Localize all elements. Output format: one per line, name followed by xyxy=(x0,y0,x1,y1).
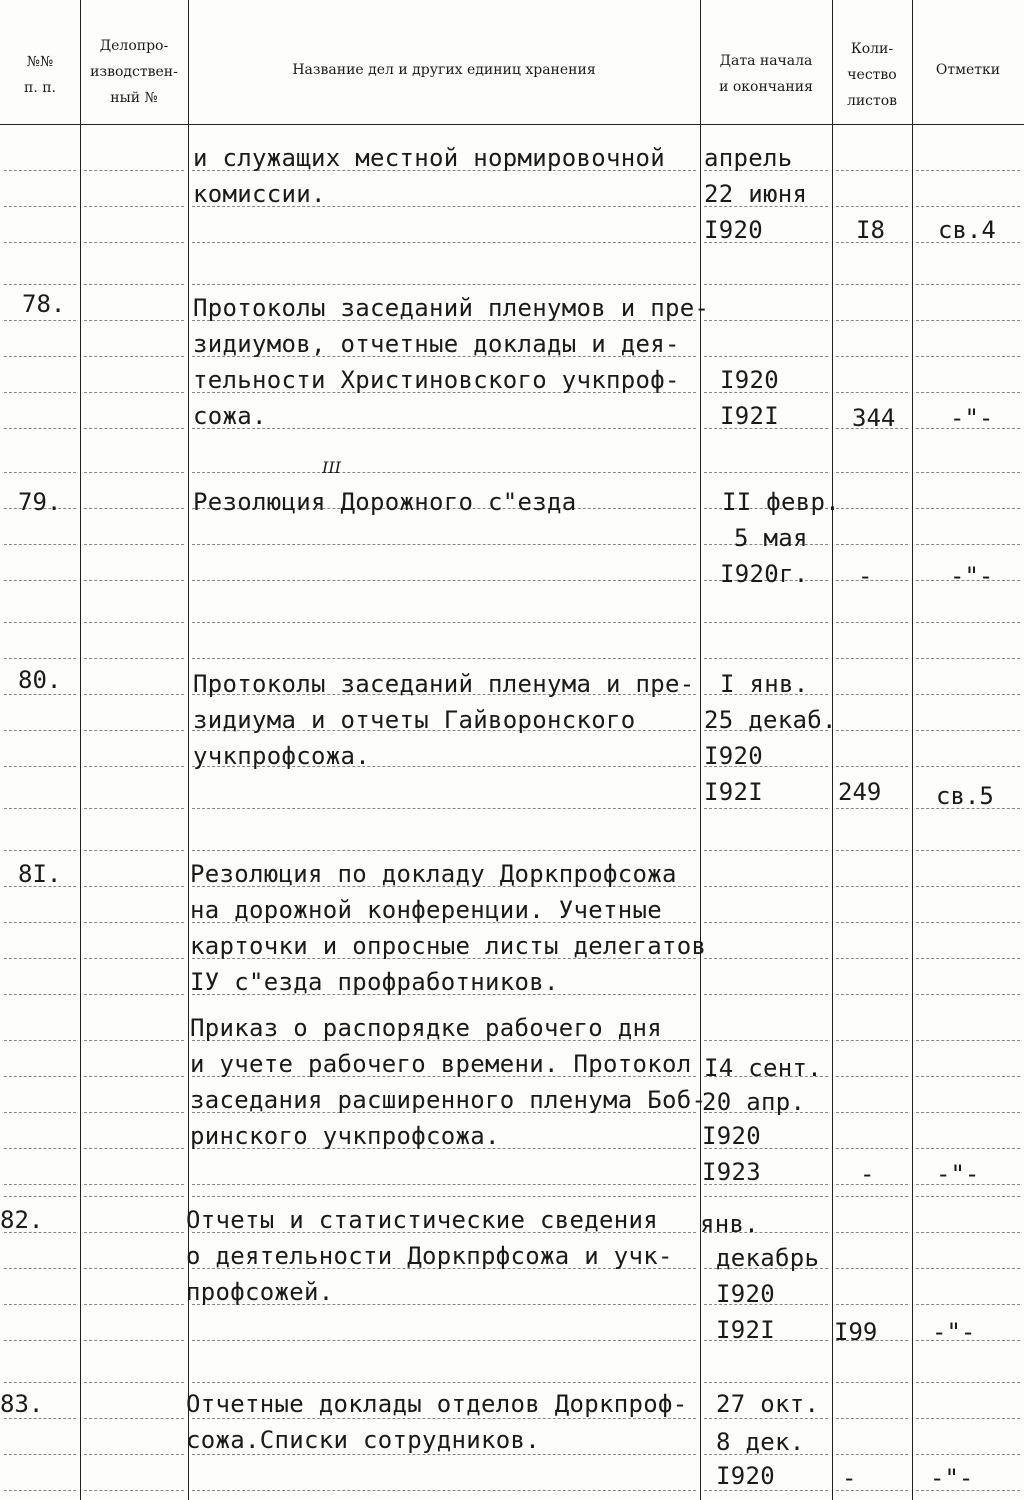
entry-date: I920 xyxy=(716,1280,775,1308)
entry-date: I92I xyxy=(720,402,779,430)
header-col-number-line1: №№ xyxy=(26,54,54,70)
entry-notes: св.5 xyxy=(936,782,994,810)
ruled-line xyxy=(4,850,76,851)
ruled-line xyxy=(916,1418,1020,1419)
ruled-line xyxy=(4,580,76,581)
header-col-office-line1: Делопро- xyxy=(99,38,169,54)
ruled-line xyxy=(84,580,184,581)
entry-number: 83. xyxy=(0,1390,44,1418)
ruled-line xyxy=(836,356,908,357)
entry-title-line: о деятельности Доркпрфсожа и учк- xyxy=(186,1242,673,1270)
entry-sheets: - xyxy=(860,1160,875,1188)
ruled-line xyxy=(916,658,1020,659)
ruled-line xyxy=(704,1196,828,1197)
ruled-line xyxy=(916,206,1020,207)
ruled-line xyxy=(836,508,908,509)
ruled-line xyxy=(4,1490,76,1491)
ruled-line xyxy=(192,1184,696,1185)
ruled-line xyxy=(4,658,76,659)
header-col-notes xyxy=(912,30,1024,110)
ruled-line xyxy=(836,1304,908,1305)
ruled-line xyxy=(84,508,184,509)
entry-sheets: 249 xyxy=(838,778,882,806)
header-col-sheets-line1: Коли- xyxy=(850,41,894,57)
ruled-line xyxy=(4,1196,76,1197)
ruled-line xyxy=(704,622,828,623)
ruled-line xyxy=(704,284,828,285)
ruled-line xyxy=(84,1112,184,1113)
ruled-line xyxy=(84,284,184,285)
entry-sheets: I99 xyxy=(834,1318,878,1346)
ruled-line xyxy=(4,766,76,767)
ruled-line xyxy=(836,622,908,623)
ruled-line xyxy=(84,1340,184,1341)
ruled-line xyxy=(4,1148,76,1149)
column-rule xyxy=(700,0,701,1500)
ruled-line xyxy=(836,1040,908,1041)
ruled-line xyxy=(4,1076,76,1077)
ruled-line xyxy=(192,1382,696,1383)
header-col-number-line2: п. п. xyxy=(23,80,56,96)
ruled-line xyxy=(84,886,184,887)
ruled-line xyxy=(84,1040,184,1041)
entry-title-line: Протоколы заседаний пленумов и пре- xyxy=(193,294,710,322)
ruled-line xyxy=(836,320,908,321)
ruled-line xyxy=(916,1268,1020,1269)
ruled-line xyxy=(916,356,1020,357)
entry-date: апрель xyxy=(704,144,793,172)
ruled-line xyxy=(836,1076,908,1077)
entry-number: 8I. xyxy=(18,860,62,888)
ruled-line xyxy=(836,170,908,171)
ruled-line xyxy=(84,1454,184,1455)
entry-date: I92I xyxy=(704,778,763,806)
entry-date: 25 декаб. xyxy=(704,706,837,734)
ruled-line xyxy=(916,1196,1020,1197)
ruled-line xyxy=(836,1454,908,1455)
ruled-line xyxy=(836,1148,908,1149)
ruled-line xyxy=(836,1268,908,1269)
ruled-line xyxy=(916,1454,1020,1455)
ruled-line xyxy=(4,1184,76,1185)
ruled-line xyxy=(916,1076,1020,1077)
entry-sheets: - xyxy=(858,562,873,590)
ruled-line xyxy=(916,622,1020,623)
ruled-line xyxy=(836,658,908,659)
entry-title-line: Приказ о распорядке рабочего дня xyxy=(190,1014,662,1042)
entry-date: II февр. xyxy=(722,488,840,516)
entry-notes: -"- xyxy=(930,1464,974,1492)
entry-sheets: 344 xyxy=(852,404,896,432)
ruled-line xyxy=(84,1232,184,1233)
ruled-line xyxy=(836,284,908,285)
entry-title-line: и служащих местной нормировочной xyxy=(193,144,665,172)
ruled-line xyxy=(4,472,76,473)
ruled-line xyxy=(4,392,76,393)
ruled-line xyxy=(916,170,1020,171)
ruled-line xyxy=(192,622,696,623)
ruled-line xyxy=(84,766,184,767)
ruled-line xyxy=(704,850,828,851)
ruled-line xyxy=(836,392,908,393)
ruled-line xyxy=(916,392,1020,393)
entry-notes: -"- xyxy=(950,562,994,590)
ruled-line xyxy=(84,622,184,623)
header-col-dates xyxy=(700,34,832,114)
entry-date: I янв. xyxy=(720,670,809,698)
ruled-line xyxy=(836,1112,908,1113)
ruled-line xyxy=(4,206,76,207)
ruled-line xyxy=(704,922,828,923)
ruled-line xyxy=(836,958,908,959)
ruled-line xyxy=(916,284,1020,285)
ruled-line xyxy=(916,766,1020,767)
header-col-sheets xyxy=(832,30,912,120)
entry-title-line: зидиума и отчеты Гайворонского xyxy=(193,706,636,734)
header-col-office-line2: изводствен- xyxy=(90,64,178,80)
ruled-line xyxy=(836,1418,908,1419)
entry-date: I920 xyxy=(716,1462,775,1490)
entry-date: 20 апр. xyxy=(702,1088,806,1116)
ruled-line xyxy=(84,1304,184,1305)
ruled-line xyxy=(4,1382,76,1383)
entry-title-line: сожа.Списки сотрудников. xyxy=(186,1426,540,1454)
entry-date: I920 xyxy=(720,366,779,394)
ruled-line xyxy=(4,922,76,923)
entry-notes: -"- xyxy=(932,1318,976,1346)
ruled-line xyxy=(192,544,696,545)
ruled-line xyxy=(916,994,1020,995)
ruled-line xyxy=(84,1148,184,1149)
ruled-line xyxy=(4,544,76,545)
entry-date: 5 мая xyxy=(734,524,808,552)
entry-date: I4 сент. xyxy=(704,1054,822,1082)
ruled-line xyxy=(836,886,908,887)
entry-title-line: профсожей. xyxy=(186,1278,334,1306)
header-col-dates-line1: Дата начала xyxy=(719,53,813,69)
ruled-line xyxy=(836,694,908,695)
ruled-line xyxy=(192,808,696,809)
entry-date: 8 дек. xyxy=(716,1428,805,1456)
ruled-line xyxy=(836,766,908,767)
entry-title-line: Протоколы заседаний пленума и пре- xyxy=(193,670,695,698)
ruled-line xyxy=(836,922,908,923)
entry-title-line: комиссии. xyxy=(193,180,326,208)
entry-date: I920 xyxy=(704,742,763,770)
ruled-line xyxy=(84,850,184,851)
ruled-line xyxy=(84,1418,184,1419)
ruled-line xyxy=(836,994,908,995)
entry-date: I920г. xyxy=(720,560,809,588)
ruled-line xyxy=(836,1232,908,1233)
entry-title-line: на дорожной конференции. Учетные xyxy=(190,896,662,924)
ruled-line xyxy=(916,508,1020,509)
entry-title-line: зидиумов, отчетные доклады и дея- xyxy=(193,330,680,358)
ruled-line xyxy=(916,1382,1020,1383)
ruled-line xyxy=(916,850,1020,851)
ruled-line xyxy=(4,994,76,995)
ruled-line xyxy=(192,1490,696,1491)
header-col-notes-text: Отметки xyxy=(935,62,1001,78)
ruled-line xyxy=(4,808,76,809)
entry-title-line: карточки и опросные листы делегатов xyxy=(190,932,707,960)
ruled-line xyxy=(4,958,76,959)
ruled-line xyxy=(916,544,1020,545)
ruled-line xyxy=(916,1112,1020,1113)
ruled-line xyxy=(84,472,184,473)
ruled-line xyxy=(4,1454,76,1455)
ruled-line xyxy=(4,170,76,171)
ruled-line xyxy=(836,1196,908,1197)
ruled-line xyxy=(84,922,184,923)
ruled-line xyxy=(84,658,184,659)
ruled-line xyxy=(916,730,1020,731)
entry-date: I920 xyxy=(702,1122,761,1150)
entry-title-line: Отчеты и статистические сведения xyxy=(186,1206,658,1234)
entry-date: 22 июня xyxy=(704,180,808,208)
header-col-dates-line2: и окончания xyxy=(719,79,813,95)
ruled-line xyxy=(704,886,828,887)
ruled-line xyxy=(4,730,76,731)
ruled-line xyxy=(84,1196,184,1197)
header-rule xyxy=(0,124,1024,125)
ruled-line xyxy=(84,1076,184,1077)
ruled-line xyxy=(192,658,696,659)
header-col-sheets-line3: листов xyxy=(846,93,898,109)
ruled-line xyxy=(4,1304,76,1305)
handwritten-annotation: III xyxy=(322,458,341,477)
entry-notes: -"- xyxy=(950,404,994,432)
ruled-line xyxy=(84,544,184,545)
ruled-line xyxy=(704,320,828,321)
header-col-number xyxy=(0,30,80,120)
entry-title-line: сожа. xyxy=(193,402,267,430)
entry-title-line: учкпрофсожа. xyxy=(193,742,370,770)
ruled-line xyxy=(704,958,828,959)
ruled-line xyxy=(84,808,184,809)
ruled-line xyxy=(192,428,696,429)
ruled-line xyxy=(192,1340,696,1341)
entry-date: I923 xyxy=(702,1158,761,1186)
entry-title-line: Резолюция по докладу Доркпрофсожа xyxy=(190,860,677,888)
entry-date: 27 окт. xyxy=(716,1390,820,1418)
ruled-line xyxy=(916,472,1020,473)
ruled-line xyxy=(84,428,184,429)
ruled-line xyxy=(84,1268,184,1269)
ruled-line xyxy=(916,1304,1020,1305)
entry-notes: -"- xyxy=(936,1160,980,1188)
ruled-line xyxy=(916,922,1020,923)
ruled-line xyxy=(192,242,696,243)
ruled-line xyxy=(4,242,76,243)
ruled-line xyxy=(84,206,184,207)
ruled-line xyxy=(192,472,696,473)
ruled-line xyxy=(4,1340,76,1341)
entry-title-line: заседания расширенного пленума Боб- xyxy=(190,1086,707,1114)
ruled-line xyxy=(4,428,76,429)
ruled-line xyxy=(4,1268,76,1269)
ruled-line xyxy=(84,730,184,731)
ruled-line xyxy=(704,1040,828,1041)
ruled-line xyxy=(836,850,908,851)
ruled-line xyxy=(4,1040,76,1041)
column-rule xyxy=(832,0,833,1500)
header-col-office-number xyxy=(80,24,188,120)
ruled-line xyxy=(84,320,184,321)
entry-date: декабрь xyxy=(716,1244,820,1272)
entry-number: 82. xyxy=(0,1206,44,1234)
ruled-line xyxy=(4,622,76,623)
header-col-title xyxy=(188,30,700,110)
ruled-line xyxy=(916,320,1020,321)
ruled-line xyxy=(916,886,1020,887)
entry-sheets: I8 xyxy=(856,216,885,244)
ruled-line xyxy=(916,1148,1020,1149)
entry-number: 78. xyxy=(22,290,66,318)
ruled-line xyxy=(916,958,1020,959)
ruled-line xyxy=(84,1382,184,1383)
entry-notes: св.4 xyxy=(938,216,996,244)
ruled-line xyxy=(84,392,184,393)
header-col-title-text: Название дел и других единиц хранения xyxy=(292,62,596,78)
ruled-line xyxy=(84,694,184,695)
ruled-line xyxy=(192,580,696,581)
ruled-line xyxy=(916,1040,1020,1041)
ruled-line xyxy=(704,994,828,995)
entry-title-line: Отчетные доклады отделов Доркпроф- xyxy=(186,1390,688,1418)
ruled-line xyxy=(836,730,908,731)
entry-sheets: - xyxy=(842,1464,857,1492)
column-rule xyxy=(80,0,81,1500)
ruled-line xyxy=(84,170,184,171)
ruled-line xyxy=(84,242,184,243)
entry-title-line: Резолюция Дорожного с"езда xyxy=(193,488,577,516)
header-col-office-line3: ный № xyxy=(110,90,158,106)
ruled-line xyxy=(704,472,828,473)
ruled-line xyxy=(192,1196,696,1197)
entry-title-line: тельности Христиновского учкпроф- xyxy=(193,366,680,394)
entry-number: 79. xyxy=(18,488,62,516)
ruled-line xyxy=(704,1382,828,1383)
entry-title-line: и учете рабочего времени. Протокол xyxy=(190,1050,692,1078)
ruled-line xyxy=(836,1382,908,1383)
entry-date: янв. xyxy=(700,1210,759,1238)
ruled-line xyxy=(84,1490,184,1491)
header-col-sheets-line2: чество xyxy=(847,67,897,83)
ruled-line xyxy=(836,472,908,473)
ruled-line xyxy=(4,1112,76,1113)
ruled-line xyxy=(84,1184,184,1185)
ruled-line xyxy=(704,658,828,659)
ruled-line xyxy=(916,694,1020,695)
ruled-line xyxy=(84,958,184,959)
ruled-line xyxy=(84,994,184,995)
ruled-line xyxy=(192,284,696,285)
entry-date: I92I xyxy=(716,1316,775,1344)
entry-title-line: IУ с"езда профработников. xyxy=(190,968,559,996)
entry-title-line: ринского учкпрофсожа. xyxy=(190,1122,500,1150)
ruled-line xyxy=(836,206,908,207)
entry-date: I920 xyxy=(704,216,763,244)
ruled-line xyxy=(4,284,76,285)
ruled-line xyxy=(704,356,828,357)
entry-number: 80. xyxy=(18,666,62,694)
ruled-line xyxy=(916,1232,1020,1233)
ruled-line xyxy=(836,544,908,545)
ruled-line xyxy=(84,356,184,357)
ruled-line xyxy=(4,356,76,357)
column-rule xyxy=(912,0,913,1500)
ruled-line xyxy=(192,850,696,851)
